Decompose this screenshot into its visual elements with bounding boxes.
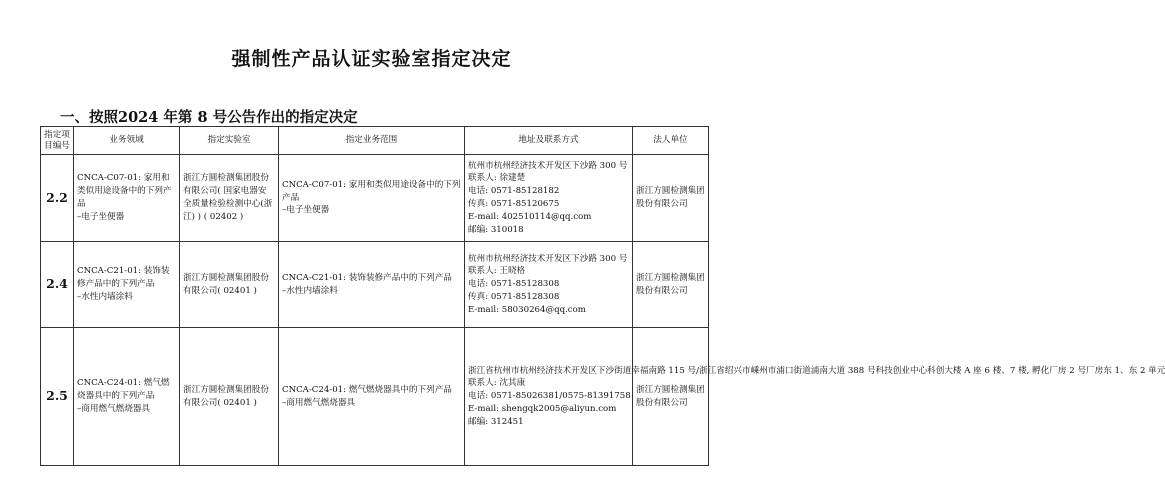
address-line: 杭州市杭州经济技术开发区下沙路 300 号 [468,160,628,171]
address-line: 电话: 0571-85128182 [468,186,560,197]
row-lab: 浙江方圆检测集团股份有限公司( 02401 ) [180,328,279,466]
section-heading: 一、按照2024 年第 8 号公告作出的指定决定 [60,109,358,126]
domain-line: CNCA-C21-01: 装饰装修产品中的下列产品 [77,266,170,290]
row-domain [74,328,180,466]
address-line: 联系人: 沈其康 [468,378,526,389]
address-line: 浙江省杭州市杭州经济技术开发区下沙街道幸福南路 115 号/浙江省绍兴市嵊州市浦口街道浦南大道 388 号科技创业中心科创大楼 A 座 6 楼、7 楼, 孵化厂房 2 号厂房东 1、东 2 单元 [468,365,1165,376]
row-scope [279,242,465,328]
designation-table [40,126,1165,466]
row-address [465,242,633,328]
header-scope: 指定业务范围 [279,127,465,155]
address-line: 传真: 0571-85120675 [468,199,560,209]
header-lab: 指定实验室 [180,127,279,155]
row-lab: 浙江方圆检测集团股份有限公司( 国家电器安全质量检验检测中心(浙江) ) ( 02402 ) [180,155,279,242]
row-legal: 浙江方圆检测集团股份有限公司 [633,328,709,466]
domain-line: –水性内墙涂料 [77,291,133,302]
domain-line: CNCA-C07-01: 家用和类似用途设备中的下列产品 [77,173,172,209]
address-line: 传真: 0571-85128308 [468,291,560,302]
row-domain [74,155,180,242]
address-line: 杭州市杭州经济技术开发区下沙路 300 号 [468,253,628,264]
scope-line: CNCA-C24-01: 燃气燃烧器具中的下列产品 [282,384,452,395]
row-domain [74,242,180,328]
address-line: E-mail: shengqk2005@aliyun.com [468,403,617,414]
document-title: 强制性产品认证实验室指定决定 [231,48,512,70]
address-line: E-mail: 58030264@qq.com [468,304,586,315]
row-legal: 浙江方圆检测集团股份有限公司 [633,242,709,328]
scope-line: CNCA-C21-01: 装饰装修产品中的下列产品 [282,272,452,283]
table-row [41,242,709,328]
header-legal: 法人单位 [633,127,709,155]
row-scope [279,155,465,242]
table-row [41,155,709,242]
row-num: 2.5 [41,328,74,466]
address-line: 邮编: 312451 [468,416,524,427]
address-line: E-mail: 402510114@qq.com [468,211,592,222]
address-line: 邮编: 310018 [468,224,524,235]
row-num: 2.2 [41,155,74,242]
row-address [465,155,633,242]
scope-line: –商用燃气燃烧器具 [282,397,356,408]
row-lab: 浙江方圆检测集团股份有限公司( 02401 ) [180,242,279,328]
scope-line: CNCA-C07-01: 家用和类似用途设备中的下列产品 [282,179,461,203]
table-header-row [41,127,709,155]
address-line: 电话: 0571-85026381/0575-81391758 [468,391,631,402]
domain-line: CNCA-C24-01: 燃气燃烧器具中的下列产品 [77,378,170,402]
row-legal: 浙江方圆检测集团股份有限公司 [633,155,709,242]
row-num: 2.4 [41,242,74,328]
row-scope [279,328,465,466]
header-domain: 业务领域 [74,127,180,155]
header-address: 地址及联系方式 [465,127,633,155]
address-line: 电话: 0571-85128308 [468,279,560,290]
scope-line: –水性内墙涂料 [282,285,338,296]
domain-line: –商用燃气燃烧器具 [77,403,151,414]
domain-line: –电子坐便器 [77,211,125,222]
table-row [41,328,709,466]
address-line: 联系人: 王晓格 [468,266,526,277]
header-num: 指定项目编号 [41,127,74,155]
address-line: 联系人: 徐建楚 [468,173,526,184]
scope-line: –电子坐便器 [282,205,330,216]
